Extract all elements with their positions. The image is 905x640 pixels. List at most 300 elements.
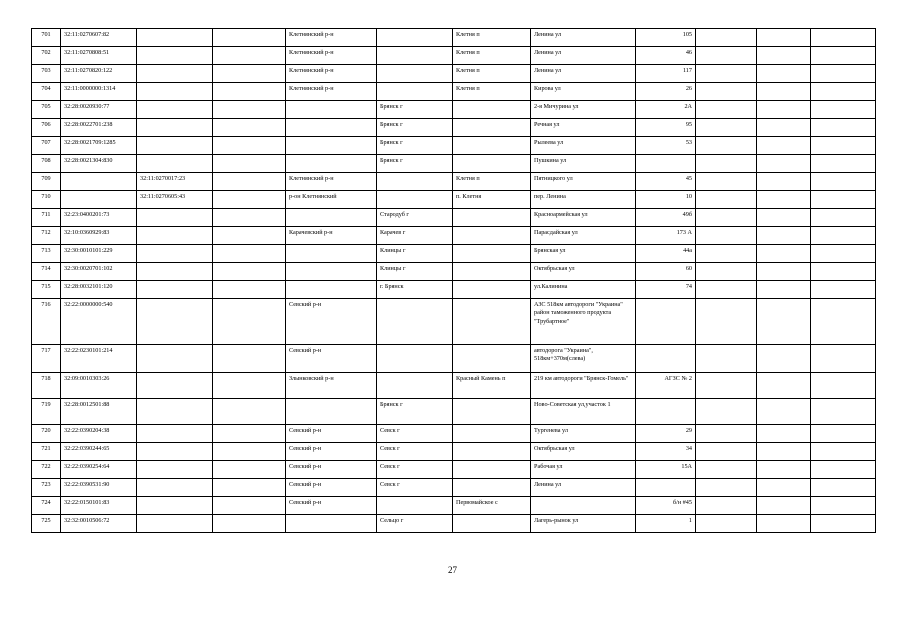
cadastral-number-2-cell <box>137 299 213 345</box>
cadastral-number-cell: 32:11:0270607:82 <box>61 29 137 47</box>
cadastral-number-cell: 32:11:0270820:122 <box>61 65 137 83</box>
district-cell: Клетнянский р-н <box>286 173 377 191</box>
district-cell <box>286 399 377 425</box>
cadastral-number-cell: 32:28:0032101:120 <box>61 281 137 299</box>
city-cell <box>377 191 453 209</box>
cadastral-number-2-cell <box>137 47 213 65</box>
blank-col-cell <box>213 299 286 345</box>
settlement-cell <box>453 209 531 227</box>
city-cell: Сельцо г <box>377 515 453 533</box>
city-cell: Брянск г <box>377 155 453 173</box>
extra-col-1-cell <box>696 399 757 425</box>
cadastral-number-2-cell <box>137 245 213 263</box>
table-row <box>32 209 876 227</box>
district-cell <box>286 101 377 119</box>
extra-col-3-cell <box>811 209 876 227</box>
city-cell: г. Брянск <box>377 281 453 299</box>
city-cell <box>377 47 453 65</box>
district-cell <box>286 515 377 533</box>
table-row <box>32 497 876 515</box>
street-cell: Рылеева ул <box>531 137 636 155</box>
house-number-cell: 2А <box>636 101 696 119</box>
cadastral-number-2-cell: 32:11:0270017:23 <box>137 173 213 191</box>
city-cell <box>377 497 453 515</box>
cadastral-number-cell: 32:28:0021304:830 <box>61 155 137 173</box>
settlement-cell <box>453 515 531 533</box>
cadastral-number-cell: 32:28:0021709:1285 <box>61 137 137 155</box>
district-cell: Севский р-н <box>286 443 377 461</box>
table-body <box>32 29 876 533</box>
extra-col-1-cell <box>696 497 757 515</box>
cadastral-number-2-cell <box>137 227 213 245</box>
extra-col-1-cell <box>696 425 757 443</box>
extra-col-3-cell <box>811 137 876 155</box>
extra-col-3-cell <box>811 299 876 345</box>
extra-col-3-cell <box>811 245 876 263</box>
cadastral-number-cell: 32:28:0012501:88 <box>61 399 137 425</box>
extra-col-2-cell <box>757 137 811 155</box>
extra-col-2-cell <box>757 209 811 227</box>
extra-col-1-cell <box>696 83 757 101</box>
cadastral-number-2-cell <box>137 461 213 479</box>
table-row <box>32 515 876 533</box>
extra-col-2-cell <box>757 227 811 245</box>
extra-col-1-cell <box>696 191 757 209</box>
district-cell: Злынковский р-н <box>286 373 377 399</box>
district-cell <box>286 155 377 173</box>
extra-col-2-cell <box>757 263 811 281</box>
table-row <box>32 227 876 245</box>
extra-col-1-cell <box>696 137 757 155</box>
city-cell: Клинцы г <box>377 245 453 263</box>
settlement-cell <box>453 443 531 461</box>
blank-col-cell <box>213 263 286 281</box>
house-number-cell: 105 <box>636 29 696 47</box>
cadastral-number-cell: 32:32:0010506:72 <box>61 515 137 533</box>
cadastral-number-2-cell <box>137 345 213 373</box>
cadastral-number-cell: 32:22:0390531:90 <box>61 479 137 497</box>
street-cell: Ленина ул <box>531 479 636 497</box>
extra-col-3-cell <box>811 515 876 533</box>
extra-col-1-cell <box>696 209 757 227</box>
city-cell: Брянск г <box>377 119 453 137</box>
extra-col-3-cell <box>811 65 876 83</box>
cadastral-number-2-cell <box>137 65 213 83</box>
settlement-cell <box>453 461 531 479</box>
blank-col-cell <box>213 373 286 399</box>
house-number-cell: 60 <box>636 263 696 281</box>
extra-col-3-cell <box>811 47 876 65</box>
cadastral-number-2-cell <box>137 497 213 515</box>
extra-col-3-cell <box>811 227 876 245</box>
row-number-cell: 725 <box>32 515 61 533</box>
settlement-cell: Клетня п <box>453 65 531 83</box>
cadastral-number-cell: 32:09:0010303:26 <box>61 373 137 399</box>
city-cell: Брянск г <box>377 101 453 119</box>
blank-col-cell <box>213 83 286 101</box>
table-row <box>32 245 876 263</box>
extra-col-2-cell <box>757 399 811 425</box>
district-cell: Карачевский р-н <box>286 227 377 245</box>
settlement-cell: Первомайское с <box>453 497 531 515</box>
row-number-cell: 724 <box>32 497 61 515</box>
extra-col-3-cell <box>811 155 876 173</box>
blank-col-cell <box>213 245 286 263</box>
street-cell: Кирова ул <box>531 83 636 101</box>
extra-col-2-cell <box>757 47 811 65</box>
street-cell: Ленина ул <box>531 29 636 47</box>
blank-col-cell <box>213 345 286 373</box>
house-number-cell: 45 <box>636 173 696 191</box>
street-cell: Октябрьская ул <box>531 263 636 281</box>
cadastral-number-2-cell <box>137 101 213 119</box>
city-cell <box>377 373 453 399</box>
blank-col-cell <box>213 155 286 173</box>
street-cell: Красноармейская ул <box>531 209 636 227</box>
blank-col-cell <box>213 119 286 137</box>
table-row <box>32 373 876 399</box>
city-cell: Брянск г <box>377 399 453 425</box>
extra-col-1-cell <box>696 245 757 263</box>
house-number-cell: 49б <box>636 209 696 227</box>
district-cell <box>286 245 377 263</box>
street-cell: Ленина ул <box>531 47 636 65</box>
extra-col-3-cell <box>811 191 876 209</box>
city-cell: Стародуб г <box>377 209 453 227</box>
house-number-cell <box>636 299 696 345</box>
row-number-cell: 709 <box>32 173 61 191</box>
blank-col-cell <box>213 101 286 119</box>
blank-col-cell <box>213 47 286 65</box>
row-number-cell: 705 <box>32 101 61 119</box>
district-cell: Клетнянский р-н <box>286 83 377 101</box>
row-number-cell: 717 <box>32 345 61 373</box>
row-number-cell: 716 <box>32 299 61 345</box>
blank-col-cell <box>213 29 286 47</box>
house-number-cell: 117 <box>636 65 696 83</box>
house-number-cell: 26 <box>636 83 696 101</box>
district-cell: Севский р-н <box>286 479 377 497</box>
row-number-cell: 720 <box>32 425 61 443</box>
blank-col-cell <box>213 137 286 155</box>
street-cell: Ленина ул <box>531 65 636 83</box>
cadastral-number-2-cell <box>137 137 213 155</box>
city-cell <box>377 29 453 47</box>
extra-col-2-cell <box>757 497 811 515</box>
house-number-cell: 46 <box>636 47 696 65</box>
extra-col-1-cell <box>696 47 757 65</box>
extra-col-2-cell <box>757 245 811 263</box>
settlement-cell: Красный Камень п <box>453 373 531 399</box>
cadastral-number-2-cell <box>137 425 213 443</box>
house-number-cell: 95 <box>636 119 696 137</box>
blank-col-cell <box>213 281 286 299</box>
blank-col-cell <box>213 65 286 83</box>
street-cell: Пушкина ул <box>531 155 636 173</box>
row-number-cell: 721 <box>32 443 61 461</box>
blank-col-cell <box>213 515 286 533</box>
city-cell <box>377 173 453 191</box>
settlement-cell <box>453 137 531 155</box>
blank-col-cell <box>213 497 286 515</box>
extra-col-2-cell <box>757 461 811 479</box>
extra-col-1-cell <box>696 263 757 281</box>
row-number-cell: 718 <box>32 373 61 399</box>
cadastral-number-2-cell <box>137 119 213 137</box>
row-number-cell: 704 <box>32 83 61 101</box>
extra-col-2-cell <box>757 299 811 345</box>
settlement-cell <box>453 345 531 373</box>
city-cell <box>377 83 453 101</box>
district-cell: Клетнянский р-н <box>286 65 377 83</box>
row-number-cell: 710 <box>32 191 61 209</box>
street-cell: Рабочая ул <box>531 461 636 479</box>
row-number-cell: 707 <box>32 137 61 155</box>
extra-col-3-cell <box>811 373 876 399</box>
extra-col-2-cell <box>757 155 811 173</box>
extra-col-2-cell <box>757 65 811 83</box>
extra-col-3-cell <box>811 173 876 191</box>
table-row <box>32 281 876 299</box>
extra-col-2-cell <box>757 425 811 443</box>
extra-col-1-cell <box>696 299 757 345</box>
extra-col-1-cell <box>696 119 757 137</box>
extra-col-3-cell <box>811 119 876 137</box>
table-row <box>32 65 876 83</box>
blank-col-cell <box>213 399 286 425</box>
cadastral-number-cell: 32:28:0022701:238 <box>61 119 137 137</box>
district-cell <box>286 209 377 227</box>
street-cell: ул.Калинина <box>531 281 636 299</box>
extra-col-2-cell <box>757 191 811 209</box>
settlement-cell: Клетня п <box>453 83 531 101</box>
cadastral-number-2-cell <box>137 515 213 533</box>
extra-col-2-cell <box>757 29 811 47</box>
settlement-cell: Клетня п <box>453 29 531 47</box>
row-number-cell: 723 <box>32 479 61 497</box>
table-row <box>32 479 876 497</box>
settlement-cell <box>453 281 531 299</box>
city-cell <box>377 345 453 373</box>
house-number-cell: 10 <box>636 191 696 209</box>
row-number-cell: 713 <box>32 245 61 263</box>
cadastral-number-2-cell <box>137 29 213 47</box>
row-number-cell: 706 <box>32 119 61 137</box>
district-cell <box>286 281 377 299</box>
row-number-cell: 711 <box>32 209 61 227</box>
house-number-cell: б/н #45 <box>636 497 696 515</box>
extra-col-3-cell <box>811 263 876 281</box>
cadastral-number-cell: 32:28:0020930:77 <box>61 101 137 119</box>
street-cell: 2-я Мичурина ул <box>531 101 636 119</box>
row-number-cell: 719 <box>32 399 61 425</box>
extra-col-3-cell <box>811 399 876 425</box>
extra-col-2-cell <box>757 173 811 191</box>
table-row <box>32 29 876 47</box>
house-number-cell: 15А <box>636 461 696 479</box>
settlement-cell <box>453 263 531 281</box>
cadastral-number-cell: 32:23:0400201:73 <box>61 209 137 227</box>
house-number-cell <box>636 479 696 497</box>
house-number-cell: 44а <box>636 245 696 263</box>
cadastral-number-cell <box>61 173 137 191</box>
settlement-cell <box>453 299 531 345</box>
extra-col-1-cell <box>696 281 757 299</box>
row-number-cell: 701 <box>32 29 61 47</box>
cadastral-number-cell: 32:22:0390254:64 <box>61 461 137 479</box>
cadastral-number-cell: 32:11:0000000:1314 <box>61 83 137 101</box>
row-number-cell: 708 <box>32 155 61 173</box>
extra-col-2-cell <box>757 83 811 101</box>
extra-col-3-cell <box>811 83 876 101</box>
house-number-cell: 34 <box>636 443 696 461</box>
cadastral-number-2-cell <box>137 479 213 497</box>
district-cell <box>286 119 377 137</box>
district-cell: Севский р-н <box>286 425 377 443</box>
table-row <box>32 119 876 137</box>
cadastral-number-2-cell <box>137 399 213 425</box>
cadastral-number-2-cell <box>137 209 213 227</box>
cadastral-number-cell: 32:22:0150101:83 <box>61 497 137 515</box>
cadastral-number-cell: 32:22:0230101:214 <box>61 345 137 373</box>
extra-col-2-cell <box>757 119 811 137</box>
blank-col-cell <box>213 461 286 479</box>
table-row <box>32 263 876 281</box>
house-number-cell: 53 <box>636 137 696 155</box>
street-cell: Речная ул <box>531 119 636 137</box>
district-cell: Севский р-н <box>286 299 377 345</box>
cadastral-number-cell: 32:22:0390244:65 <box>61 443 137 461</box>
extra-col-1-cell <box>696 461 757 479</box>
extra-col-3-cell <box>811 425 876 443</box>
row-number-cell: 722 <box>32 461 61 479</box>
cadastral-number-cell: 32:30:0020701:102 <box>61 263 137 281</box>
settlement-cell <box>453 479 531 497</box>
house-number-cell <box>636 399 696 425</box>
city-cell <box>377 65 453 83</box>
extra-col-1-cell <box>696 345 757 373</box>
settlement-cell <box>453 227 531 245</box>
extra-col-1-cell <box>696 227 757 245</box>
street-cell: Октябрьская ул <box>531 443 636 461</box>
row-number-cell: 702 <box>32 47 61 65</box>
cadastral-number-2-cell <box>137 83 213 101</box>
table-row <box>32 425 876 443</box>
registry-table <box>31 28 876 533</box>
settlement-cell <box>453 425 531 443</box>
district-cell: Севский р-н <box>286 497 377 515</box>
extra-col-1-cell <box>696 173 757 191</box>
extra-col-1-cell <box>696 515 757 533</box>
row-number-cell: 712 <box>32 227 61 245</box>
row-number-cell: 703 <box>32 65 61 83</box>
extra-col-3-cell <box>811 479 876 497</box>
street-cell: пер. Ленина <box>531 191 636 209</box>
extra-col-2-cell <box>757 281 811 299</box>
street-cell: 219 км автодороги "Брянск-Гомель" <box>531 373 636 399</box>
house-number-cell: АГЗС № 2 <box>636 373 696 399</box>
extra-col-3-cell <box>811 345 876 373</box>
table-row <box>32 155 876 173</box>
street-cell: Лагерь-рынок ул <box>531 515 636 533</box>
street-cell: Пятницкого ул <box>531 173 636 191</box>
extra-col-3-cell <box>811 461 876 479</box>
settlement-cell <box>453 155 531 173</box>
extra-col-3-cell <box>811 29 876 47</box>
settlement-cell <box>453 399 531 425</box>
table-row <box>32 191 876 209</box>
extra-col-2-cell <box>757 373 811 399</box>
street-cell: Брянская ул <box>531 245 636 263</box>
cadastral-number-cell: 32:10:0360929:83 <box>61 227 137 245</box>
extra-col-1-cell <box>696 479 757 497</box>
blank-col-cell <box>213 425 286 443</box>
cadastral-number-2-cell <box>137 263 213 281</box>
extra-col-3-cell <box>811 443 876 461</box>
extra-col-1-cell <box>696 29 757 47</box>
row-number-cell: 715 <box>32 281 61 299</box>
city-cell: Брянск г <box>377 137 453 155</box>
extra-col-2-cell <box>757 101 811 119</box>
settlement-cell <box>453 245 531 263</box>
district-cell: Клетнянский р-н <box>286 29 377 47</box>
table-row <box>32 461 876 479</box>
district-cell <box>286 263 377 281</box>
district-cell: Севский р-н <box>286 345 377 373</box>
table-row <box>32 399 876 425</box>
page-number: 27 <box>448 565 457 575</box>
extra-col-1-cell <box>696 155 757 173</box>
row-number-cell: 714 <box>32 263 61 281</box>
city-cell <box>377 299 453 345</box>
house-number-cell: 173 А <box>636 227 696 245</box>
city-cell: Севск г <box>377 461 453 479</box>
extra-col-1-cell <box>696 101 757 119</box>
city-cell: Севск г <box>377 443 453 461</box>
cadastral-number-cell <box>61 191 137 209</box>
table-row <box>32 83 876 101</box>
cadastral-number-cell: 32:22:0390204:38 <box>61 425 137 443</box>
extra-col-3-cell <box>811 497 876 515</box>
cadastral-number-2-cell <box>137 373 213 399</box>
table-row <box>32 137 876 155</box>
street-cell: АЗС 518км автодороги "Украина" район таможенного продукта "Трубартное" <box>531 299 636 345</box>
house-number-cell: 29 <box>636 425 696 443</box>
house-number-cell: 74 <box>636 281 696 299</box>
street-cell: Парасдайская ул <box>531 227 636 245</box>
city-cell: Севск г <box>377 425 453 443</box>
house-number-cell <box>636 155 696 173</box>
blank-col-cell <box>213 443 286 461</box>
cadastral-number-2-cell <box>137 155 213 173</box>
extra-col-3-cell <box>811 101 876 119</box>
cadastral-number-2-cell <box>137 281 213 299</box>
settlement-cell <box>453 101 531 119</box>
house-number-cell: 1 <box>636 515 696 533</box>
cadastral-number-cell: 32:22:0000000:540 <box>61 299 137 345</box>
district-cell <box>286 137 377 155</box>
table-row <box>32 443 876 461</box>
extra-col-1-cell <box>696 373 757 399</box>
cadastral-number-cell: 32:11:0270808:51 <box>61 47 137 65</box>
extra-col-2-cell <box>757 345 811 373</box>
street-cell: Тургенева ул <box>531 425 636 443</box>
table-row <box>32 47 876 65</box>
district-cell: Клетнянский р-н <box>286 47 377 65</box>
street-cell: автодорога "Украина", 518км+370м(слева) <box>531 345 636 373</box>
blank-col-cell <box>213 209 286 227</box>
blank-col-cell <box>213 479 286 497</box>
